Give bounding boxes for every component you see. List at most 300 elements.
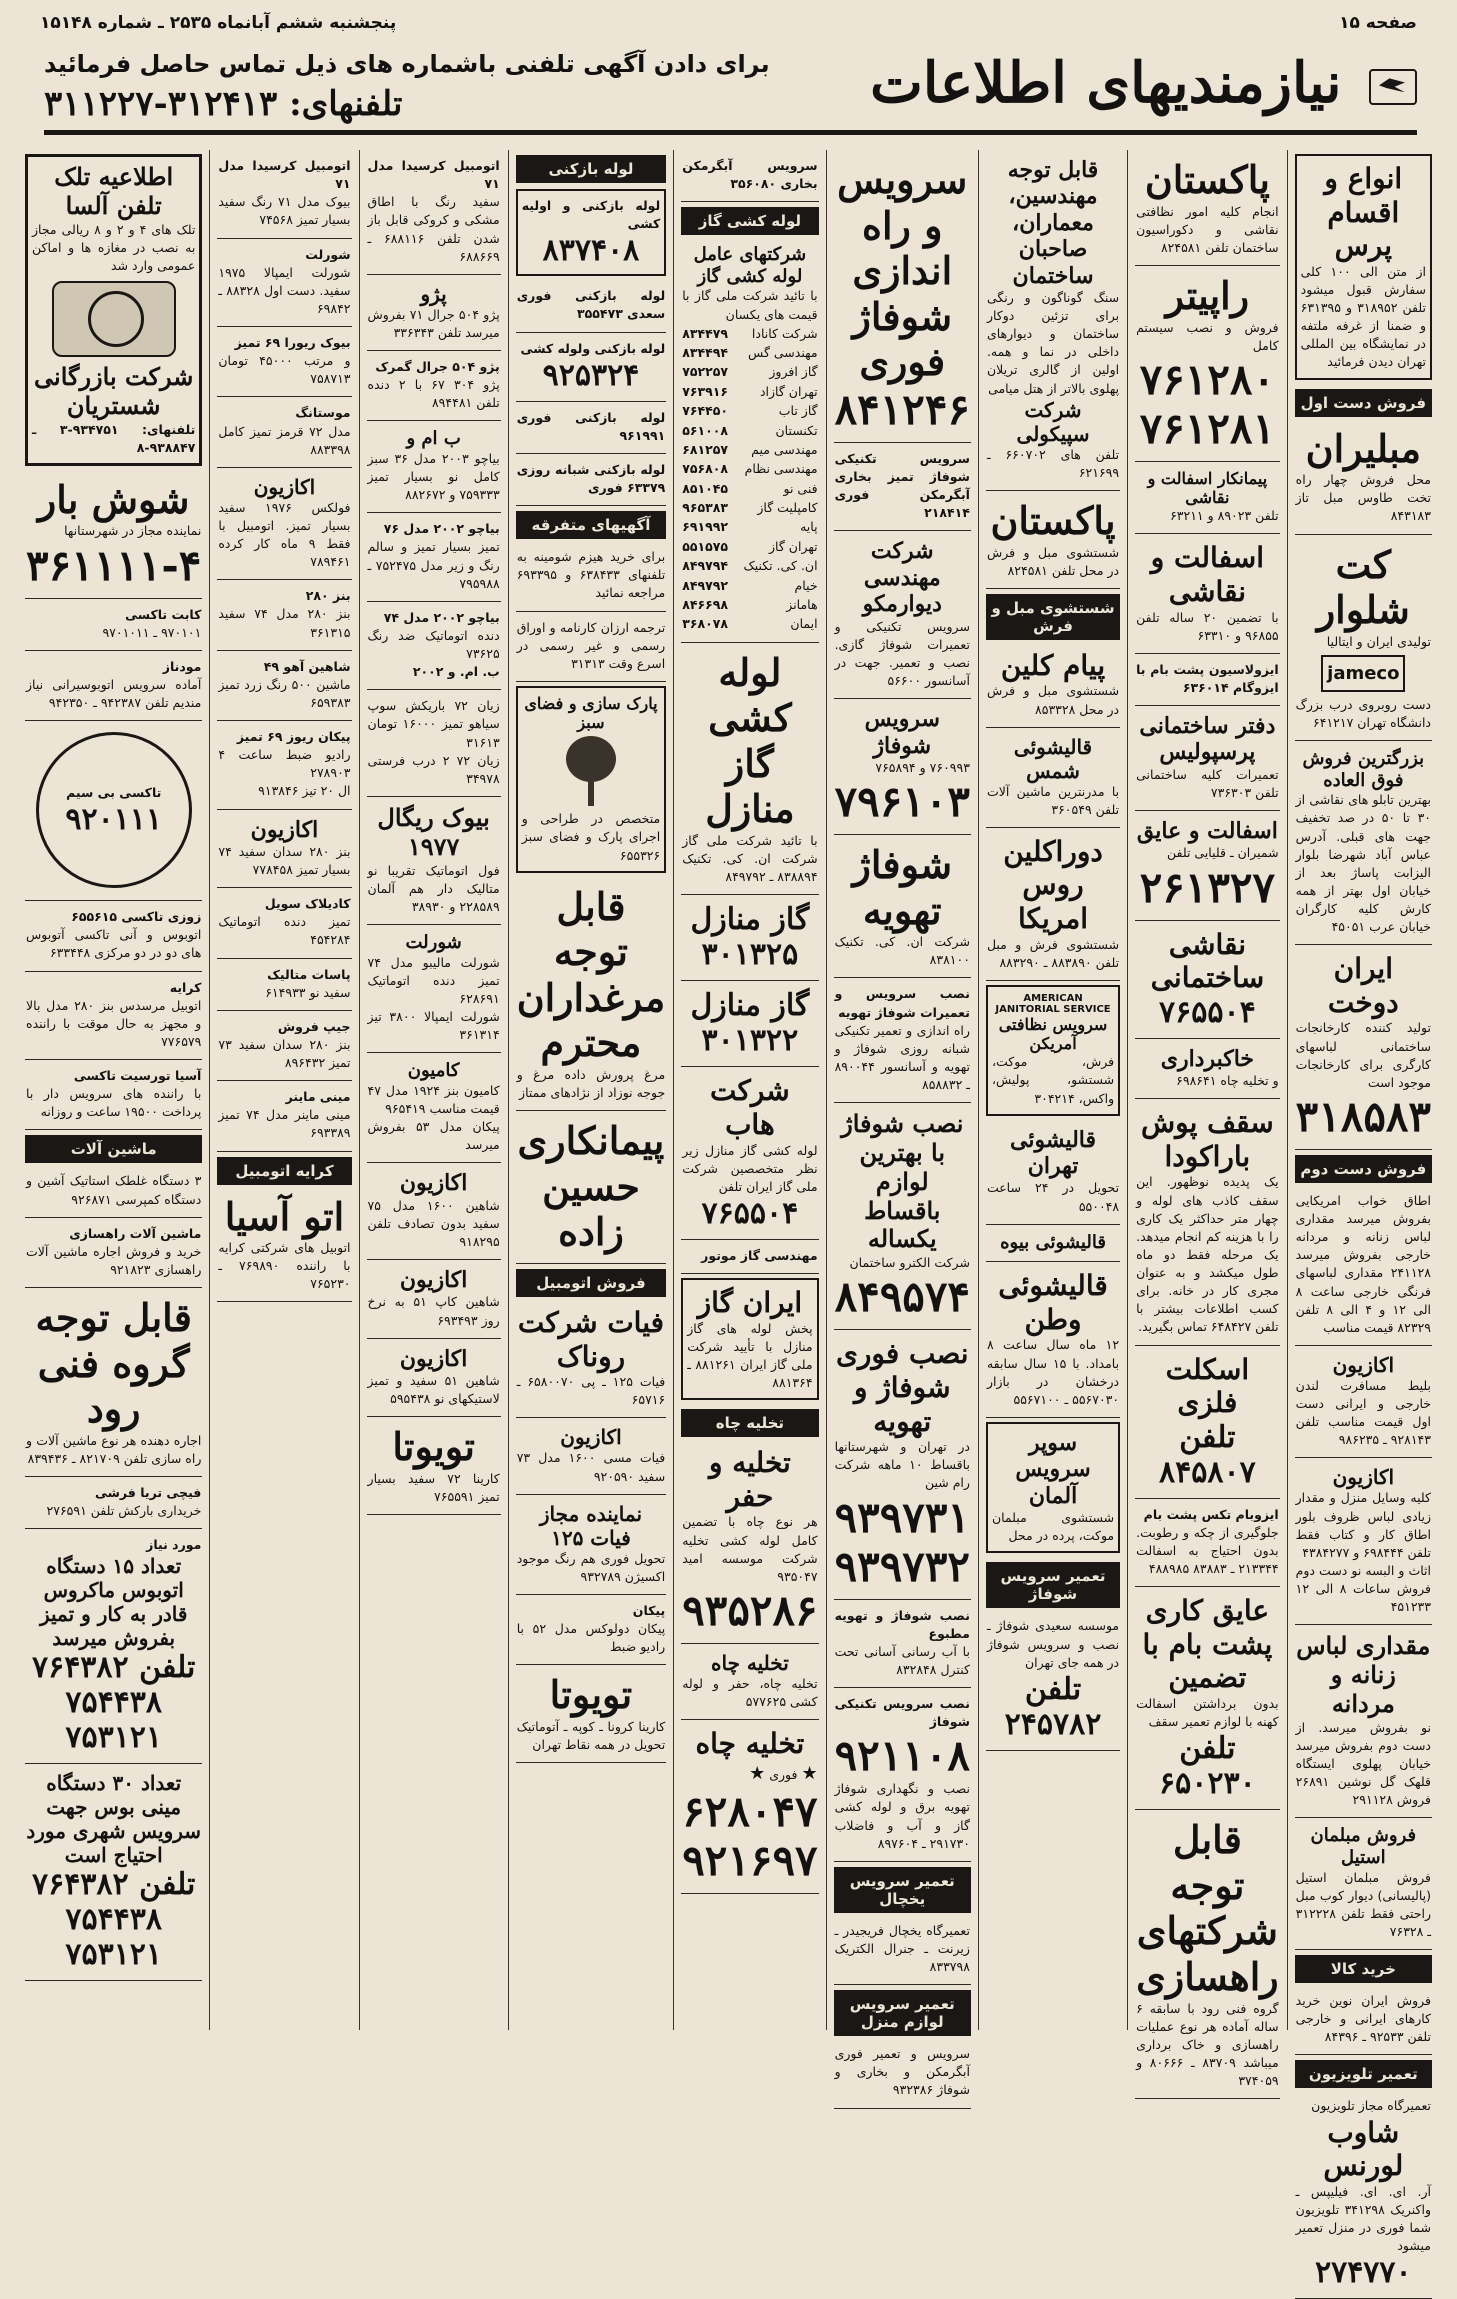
ad-body: از متن الی ۱۰۰ کلی سفارش قبول میشود تلفن ۳۱۸۹۵۲ و ۶۳۱۳۹۵ و ضمنا از غرفه ملتفه در نمایشگاه بین المللی تهران دیدن فرمائید — [1300, 263, 1426, 370]
ad-title: انواع و اقسام پرس — [1324, 162, 1403, 263]
ad-phone: ۹۲۵۳۲۴ — [542, 357, 640, 393]
ad-title: پیکان — [632, 1602, 666, 1618]
ad-phone: ۶۲۸۰۴۷ — [682, 1786, 818, 1836]
ad-title: مورد نیاز — [146, 1537, 202, 1553]
ad-body: سرویس و تعمیر فوری آبگرمکن و بخاری و شوفاژ ۹۳۲۳۸۶ — [834, 2046, 970, 2098]
gas-company-row — [682, 343, 817, 362]
ad-body: ترجمه ارزان کارنامه و اوراق رسمی و غیر رسمی در اسرع وقت ۳۱۳۱۳ — [516, 619, 666, 671]
ad-mobliran — [1295, 419, 1432, 535]
ad-body: شستشوی فرش و مبل تلفن ۸۸۳۸۹۰ ـ ۸۸۳۲۹۰ — [986, 936, 1120, 970]
ad-body: لوله بازکنی فوری سعدی ۳۵۵۴۷۳ — [516, 288, 666, 322]
ad-iran-gaz — [681, 1278, 818, 1400]
section-banner: لوله بازکنی — [516, 155, 667, 183]
ad-title: بیوک ریورا ۶۹ تمیز — [234, 335, 351, 350]
ad-body: آر. ای. ای. فیلیپس ـ واکنریک ۳۴۱۲۹۸ تلویزیون شما فوری در منزل تعمیر میشود — [1295, 2183, 1431, 2254]
ad-buy — [1295, 1985, 1432, 2055]
ad-title: اکازیون — [250, 816, 319, 843]
gas-company-phone: ۸۴۹۷۹۲ — [682, 577, 728, 593]
ad-body: با تضمین ۲۰ ساله تلفن ۹۶۸۵۵ و ۶۳۳۱۰ — [1136, 609, 1279, 643]
gas-company-phone: ۸۳۴۴۷۹ — [682, 325, 728, 341]
ad-title: تخلیه و حفر — [708, 1446, 791, 1513]
ad-alsa — [25, 154, 202, 466]
ad-shush-bar — [25, 470, 202, 599]
ad-title: تویوتا — [392, 1424, 475, 1470]
ad-title: اکازیون — [1332, 1465, 1395, 1490]
jameco-logo: jameco — [1321, 655, 1405, 692]
ad-title: شاوب لورنس — [1323, 2115, 1404, 2183]
ad-title: اتومبیل کرسیدا مدل ۷۱ — [367, 158, 500, 192]
ad-title: پژو — [420, 281, 447, 306]
ad-phone: تلفن ۷۶۴۳۸۲ — [31, 1650, 196, 1686]
ad-press — [1295, 154, 1432, 380]
gas-company-row — [682, 421, 817, 440]
issue-date: پنجشنبه ششم آبانماه ۲۵۳۵ ـ شماره ۱۵۱۴۸ — [40, 13, 397, 33]
ad-title: دوراکلین — [1003, 834, 1103, 868]
ad-chevrolet — [367, 925, 501, 1053]
ad-title: پاکستان — [1144, 157, 1270, 202]
ad-akazion-1 — [1295, 1346, 1432, 1459]
ad-body: گروه فنی رود با سابقه ۶ ساله آماده هر نوع عملیات راهسازی و خاک برداری میباشد ۸۳۷۰۹ ـ ۸۰۶۶۶ و ۳۷۴۰۵۹ — [1136, 2000, 1279, 2089]
gas-company-row — [682, 362, 817, 381]
ad-title: پیکان ریوز ۶۹ تمیز — [236, 729, 351, 744]
ad-body: برای خرید هیزم شومینه به تلفنهای ۶۳۸۴۳۳ و ۶۹۳۳۹۵ مراجعه نمائید — [516, 549, 666, 601]
ad-title: ایران گاز — [697, 1286, 803, 1320]
ad-park — [516, 686, 667, 873]
ad-tehran-carpet — [986, 1120, 1120, 1225]
ad-tv-repair — [1295, 2090, 1432, 2299]
masthead-rule — [44, 130, 1417, 135]
gas-company-row — [682, 382, 817, 401]
ad-body: فول اتوماتیک تقریبا نو متالیک دار هم آلمان ۲۲۸۵۸۹ و ۳۸۹۳۰ — [367, 862, 500, 914]
ad-second-hand — [1295, 1185, 1432, 1346]
ad-firewood — [516, 541, 667, 611]
ad-title: فیچی تریا فرشی — [94, 1485, 202, 1501]
ad-akazion-3 — [367, 1163, 501, 1260]
ad-akazion-5 — [367, 1339, 501, 1418]
column-8 — [209, 150, 358, 2030]
stamp-text: تاکسی بی سیم — [66, 784, 162, 800]
ad-gas-1 — [681, 895, 818, 981]
ad-title: تویوتا — [549, 1672, 633, 1718]
ad-bmw-2 — [367, 513, 501, 602]
ad-title: قالیشوئی شمس — [1013, 734, 1093, 783]
ad-title: موستانگ — [295, 405, 351, 421]
ad-akazion-fiat — [516, 1418, 667, 1494]
column-4 — [826, 150, 978, 2098]
ad-painting — [1135, 921, 1280, 1039]
gas-company-row — [682, 459, 817, 478]
ad-title: بیوک ریگال ۱۹۷۷ — [377, 802, 490, 861]
ad-body: لوله بازکنی فوری ۹۶۱۹۹۱ — [516, 409, 666, 443]
ad-title: لوله کشی گاز منازل — [705, 649, 795, 832]
ad-vatan — [986, 1262, 1120, 1418]
ad-title: نصب فوری شوفاژ و تهویه — [835, 1337, 969, 1438]
ad-sale — [1295, 741, 1432, 945]
ad-phone: تلفن ۷۶۴۳۸۲ — [31, 1867, 196, 1903]
ad-title: خاکبرداری — [1160, 1045, 1255, 1072]
ad-title: شرکت مهندسی دیوارمکو — [862, 538, 942, 618]
ad-body: خرید و فروش اجاره ماشین آلات راهسازی ۹۲۱۸۲۳ — [26, 1243, 202, 1277]
gas-company-phone: ۸۴۹۷۹۴ — [682, 558, 728, 574]
ad-fridge — [834, 1915, 971, 1985]
masthead — [44, 44, 1417, 138]
ad-body: تحویل در ۲۴ ساعت ۵۵۰۰۴۸ — [986, 1180, 1120, 1214]
gas-company-name: شرکت کانادا — [751, 325, 818, 341]
ad-asphalt-2 — [1135, 811, 1280, 921]
bird-logo-icon — [1369, 69, 1417, 105]
ad-body: با مدرنترین ماشین آلات تلفن ۳۶۰۵۴۹ — [986, 783, 1120, 817]
ad-body: شستشوی مبلمان موکت، پرده در محل — [991, 1510, 1115, 1544]
gas-company-phone: ۸۳۴۴۹۴ — [682, 345, 728, 361]
ad-taxi — [25, 599, 202, 651]
ad-title: کابت تاکسی — [125, 606, 202, 622]
ad-body: بنز ۲۸۰ سدان سفید ۷۳ تمیز ۸۹۶۴۳۲ — [218, 1036, 351, 1071]
ad-contractor — [1135, 462, 1280, 535]
ad-well-1 — [681, 1439, 818, 1644]
section-banner: فروش دست اول — [1295, 389, 1432, 417]
gas-company-row — [682, 479, 817, 498]
ad-body: پژو ۵۰۴ جرال ۷۱ بفروش میرسد تلفن ۳۳۶۳۴۳ — [367, 306, 500, 340]
folio-line — [40, 8, 1417, 38]
ad-title: شاهین آهو ۴۹ — [263, 658, 351, 674]
ad-title: روس امریکا — [1018, 868, 1089, 936]
ad-body: فرش، موکت، شستشو، پولیش، واکس، ۳۰۴۲۱۴ — [991, 1054, 1115, 1106]
ad-body: محل فروش چهار راه تخت طاوس مبل تاز ۸۴۳۱۸۳ — [1295, 472, 1431, 524]
ad-passat — [217, 959, 351, 1011]
ad-title: سرویس نظافتی آمریکن — [998, 1014, 1108, 1054]
ad-body: فروش مبلمان استیل (پالیسانی) دیوار کوب مبل راحتی فقط تلفن ۳۱۲۲۲۸ ـ ۷۶۳۲۸ — [1295, 1869, 1431, 1939]
ad-akazion-8 — [217, 468, 351, 581]
ad-gas-motor — [681, 1240, 818, 1274]
ad-title: شرکت هاب — [710, 1074, 790, 1142]
ad-home-appliance — [834, 2038, 971, 2108]
ad-body: نصب و نگهداری شوفاژ تهویه برق و لوله کشی گاز و آب و فاضلاب ۲۹۱۷۳۰ ـ ۸۹۷۶۰۴ — [834, 1781, 970, 1851]
ad-title: تخلیه چاه — [711, 1650, 789, 1675]
ad-title: پاسات متالیک — [267, 966, 351, 982]
section-banner: تعمیر سرویس یخچال — [834, 1867, 971, 1913]
ad-phone: ۷۶۵۵۰۴ — [1159, 994, 1256, 1030]
ad-mini — [217, 1081, 351, 1151]
ad-phone: ۷۵۴۴۳۸ — [65, 1685, 163, 1721]
ad-body: یک پدیده نوظهور. این سقف کاذب های لوله و چهار متر حداکثر یک کاری را با هزینه کم انجام میدهد. یک مرحله فقط دو ماه طول میکشد و به عنوان مجری کار در خانه. برای کسب اطلاعات بیشتر با تلفن ۶۴۸۴۲۷ تماس بگیرید. — [1136, 1174, 1279, 1335]
ad-title: پارک سازی و فضای سبز — [524, 693, 658, 733]
ad-title: سوپر سرویس آلمان — [1015, 1429, 1091, 1509]
ad-title: مینی ماینر — [285, 1089, 351, 1105]
section-banner: تعمیر سرویس شوفاژ — [986, 1562, 1120, 1608]
ad-best-equipment — [834, 1103, 971, 1330]
masthead-title — [870, 50, 1417, 116]
ad-body: بنز ۲۸۰ سدان سفید ۷۴ بسیار تمیز ۷۷۸۴۵۸ — [218, 843, 351, 878]
ad-title: نماینده مجاز فیات ۱۲۵ — [539, 1501, 643, 1550]
ad-body: بلیط مسافرت لندن خارجی و ایرانی دست اول قیمت مناسب تلفن ۹۲۸۱۴۳ ـ ۹۸۶۲۳۵ — [1295, 1377, 1431, 1448]
gas-company-name: هامانز — [786, 596, 818, 612]
gas-company-name: گاز افروز — [769, 364, 818, 380]
gas-company-phone: ۶۹۱۹۹۲ — [682, 519, 728, 535]
ad-gas-companies — [681, 237, 818, 642]
ad-body: تولید کننده کارخانجات ساختمانی لباسهای کارگری برای کارخانجات موجود است — [1295, 1020, 1431, 1090]
ad-body: راه اندازی و تعمیر تکنیکی شبانه روزی شوفاژ و تهویه و آسانسور ۸۹۰۰۴۴ ـ ۸۵۸۸۳۲ — [834, 1022, 970, 1093]
column-7 — [359, 150, 508, 2030]
ad-body: شاهین ۱۶۰۰ مدل ۷۵ سفید بدون تصادف تلفن ۹۱۸۲۹۵ — [367, 1197, 500, 1249]
ad-toyota-2 — [367, 1417, 501, 1515]
ad-body: تعمیرگاه مجاز تلویزیون — [1311, 2098, 1431, 2114]
ad-phone: گاز منازل ۳۰۱۳۲۲ — [690, 988, 810, 1059]
ad-phone: ۸۳۷۴۰۸ — [542, 233, 640, 269]
section-banner: لوله کشی گاز — [681, 207, 818, 235]
gas-company-phone: ۷۵۲۲۵۷ — [682, 364, 728, 380]
ad-title: آسیا تورسیت تاکسی — [73, 1068, 202, 1084]
ad-peykan — [516, 1595, 667, 1665]
gas-company-phone: ۷۶۳۹۱۶ — [682, 383, 728, 399]
columns — [18, 150, 1439, 2291]
ad-body: آماده سرویس اتوبوسیرانی نیاز مندیم تلفن ۹۴۲۳۸۷ ـ ۹۴۲۳۵۰ — [26, 676, 202, 711]
ad-super-service — [986, 1422, 1120, 1553]
ad-chev-8 — [217, 239, 351, 328]
ad-title: راپیتر — [1165, 272, 1250, 318]
ad-phone: ۷۶۵۵۰۴ — [701, 1196, 799, 1231]
ad-iran-dookht — [1295, 945, 1432, 1150]
ad-body: انجام کلیه امور نظافتی نقاشی و دکوراسیون ساختمان تلفن ۸۲۴۵۸۱ — [1136, 203, 1279, 255]
ad-akazion-2 — [1295, 1458, 1432, 1625]
telephone-icon — [52, 281, 176, 357]
gas-company-list — [682, 324, 817, 634]
ad-divarmeko — [834, 531, 971, 699]
ad-body: با راننده های سرویس دار با پرداخت ۱۹۵۰۰ ساعت و روزانه — [26, 1086, 202, 1120]
ad-steel-frame — [1135, 1346, 1280, 1499]
ad-saeedi — [986, 1610, 1120, 1750]
gas-company-row — [682, 401, 817, 420]
ad-body — [682, 1761, 817, 1787]
ad-title: شوش بار — [37, 476, 190, 522]
ad-title: نصب سرویس و تعمیرات شوفاژ تهویه — [834, 986, 970, 1020]
ad-body: تحویل فوری هم رنگ موجود اکسیژن ۹۳۲۷۸۹ — [516, 1550, 666, 1584]
ad-phone: ۳۱۸۵۸۳ — [1295, 1091, 1431, 1141]
ad-title: ب ام و — [406, 428, 461, 450]
ad-phone: ۷۵۳۱۲۱ — [65, 1720, 163, 1756]
gas-company-row — [682, 614, 817, 633]
ad-translation — [516, 612, 667, 682]
page-number: صفحه ۱۵ — [1339, 13, 1417, 33]
ad-body: بهترین تابلو های نقاشی از ۳۰ تا ۵۰ در صد تخفیف جهت های قبلی. آدرس عباس آباد شهرضا بلوار الیزابت پاساژ بعد از خیابان اول بهتر از همه کارش کلیه کارگران خیابان عرب ۴۵۰۵۱ — [1295, 792, 1431, 935]
ad-home-gas — [681, 643, 818, 896]
ad-phone: ۹۳۹۷۳۲ — [834, 1541, 970, 1591]
ad-furniture — [1295, 1818, 1432, 1950]
ad-rud — [25, 1288, 202, 1477]
ad-title: اکازیون — [1332, 1352, 1395, 1377]
section-banner: تعمیر سرویس لوازم منزل — [834, 1990, 971, 2036]
ad-phone: ۷۵۴۴۳۸ — [65, 1902, 163, 1938]
ad-body: سفید نو ۶۱۴۹۳۳ — [265, 984, 351, 1000]
column-5 — [673, 150, 825, 2030]
ad-title: اکازیون — [399, 1345, 468, 1372]
ad-body: مرغ پرورش داده مرغ و جوجه نوزاد از نژادهای ممتاز — [516, 1067, 666, 1101]
ad-bmw — [367, 421, 501, 513]
ad-poultry — [516, 877, 667, 1112]
ad-cafeteria — [25, 1477, 202, 1529]
ad-gas-2 — [681, 981, 818, 1067]
ad-body: متخصص در طراحی و اجرای پارک و فضای سبز ۶۵۵۳۲۶ — [521, 811, 661, 863]
section-banner: تعمیر تلویزیون — [1295, 2060, 1432, 2088]
ad-phone: گاز منازل ۳۰۱۳۲۵ — [690, 902, 810, 973]
ad-body: فروش ایران نوین خرید کارهای ایرانی و خارجی تلفن ۹۲۵۳۳ ـ ۸۴۳۹۶ — [1295, 1993, 1431, 2045]
ad-zouzi — [25, 901, 202, 971]
ad-roof — [1135, 1587, 1280, 1810]
ad-title: ایران دوخت — [1327, 952, 1399, 1019]
ad-toyota — [516, 1665, 667, 1763]
section-banner: شستشوی مبل و فرش — [986, 594, 1120, 640]
ad-minibus-30 — [25, 1764, 202, 1981]
ad-title: کت شلوار — [1316, 541, 1410, 633]
ad-title: اکازیون — [560, 1425, 622, 1450]
ad-isobam — [1135, 1499, 1280, 1588]
star-icon: ★ — [801, 1762, 818, 1784]
star-icon: ★ — [749, 1762, 766, 1784]
gas-company-name: تکنستان — [775, 422, 818, 438]
ad-body: دست روبروی درب بزرگ دانشگاه تهران ۶۴۱۲۱۷ — [1295, 696, 1431, 730]
ad-phone: ۹۳۵۲۸۶ — [682, 1585, 818, 1635]
ad-title: پیمانکاری حسین زاده — [517, 1118, 665, 1255]
ad-ramshin — [834, 1330, 971, 1599]
gas-company-phone: ۵۶۱۰۰۸ — [682, 422, 728, 438]
ad-body: مدل ۷۲ قرمز تمیز کامل ۸۸۳۳۹۸ — [218, 423, 351, 457]
ad-body: شورلت ایمپالا ۳۸۰۰ تیز ۳۶۱۳۱۴ — [367, 1008, 500, 1043]
column-2 — [1127, 150, 1287, 2089]
ad-body: تعداد ۱۵ دستگاه اتوبوس ماکروس قادر به کار و تمیز بفروش میرسد — [39, 1554, 188, 1651]
section-banner: تخلیه چاه — [681, 1409, 818, 1437]
ad-title: پیام کلین — [1000, 648, 1106, 682]
gas-company-name: مهندسی نظام — [744, 461, 818, 477]
gas-company-name: مهندسی میم — [751, 441, 818, 457]
ad-body: شاهین کاپ ۵۱ به نرخ روز ۶۹۳۴۹۳ — [367, 1294, 500, 1328]
ad-body: فولکس ۱۹۷۶ سفید بسیار تمیز. اتومبیل با فقط ۹ ماه کار کرده ۷۸۹۴۶۱ — [218, 499, 351, 570]
ad-zyan — [367, 690, 501, 797]
ad-body: رادیو ضبط ساعت ۴ ۲۷۸۹۰۳ — [218, 747, 351, 781]
ad-title: قالیشوئی وطن — [998, 1269, 1108, 1336]
ad-title: شورلت — [405, 931, 462, 953]
ad-body: شرکت الکترو ساختمان — [849, 1255, 970, 1271]
ad-phone: ۷۶۱۲۸۱ — [1139, 403, 1276, 453]
ad-title: اسفالت و عایق — [1136, 818, 1278, 845]
ad-body: فروش و نصب سیستم کامل — [1136, 319, 1279, 353]
ad-body: دنده اتوماتیک ضد رنگ ۷۳۶۲۵ — [367, 627, 500, 662]
ad-suits — [1295, 535, 1432, 742]
ad-phone: ۳۶۱۱۱۱-۴ — [26, 540, 202, 590]
ad-body: تلفن های ۶۶۰۷۰۲ ـ ۶۲۱۶۹۹ — [986, 446, 1120, 480]
ad-body: خریداری بارکش تلفن ۲۷۶۵۹۱ — [46, 1503, 202, 1519]
ad-title: شرکت سپیکولی — [1016, 397, 1090, 446]
ad-rental — [25, 972, 202, 1061]
ad-title: کرایه — [169, 979, 202, 995]
ad-asphalt — [1135, 534, 1280, 653]
ad-phone: ۲۶۱۳۲۷ — [1139, 862, 1276, 912]
ad-fiat — [516, 1299, 667, 1418]
ad-body: زیان ۷۲ ۲ درب فرستی ۳۴۹۷۸ — [367, 752, 500, 786]
ad-mustang — [217, 397, 351, 467]
ad-title: سرویس و راه اندازی شوفاژ فوری — [837, 157, 968, 385]
ad-title: اکازیون — [253, 474, 316, 499]
stamp-number: ۹۲۰۱۱۱ — [65, 801, 163, 837]
ad-title: تعداد ۳۰ دستگاه مینی بوس جهت سرویس شهری مورد احتیاج است — [26, 1771, 202, 1868]
ad-title: لوله بازکنی ولوله کشی — [520, 340, 666, 356]
ad-title: فروش مبلمان استیل — [1310, 1825, 1417, 1868]
ad-car-8-1 — [217, 150, 351, 239]
ad-body: کارینا ۷۲ سفید بسیار تمیز ۷۶۵۵۹۱ — [367, 1470, 500, 1505]
gas-company-name: ان. کی. تکنیک — [743, 558, 818, 574]
ad-title: قابل توجه شرکتهای راهسازی — [1136, 1817, 1279, 2000]
gas-company-name: کامپلیت گاز — [757, 500, 818, 516]
gas-company-row — [682, 517, 817, 536]
gas-company-name: تهران گاز — [769, 538, 818, 554]
ad-title: پژو ۵۰۴ جرال گمرک — [375, 359, 500, 374]
ad-body: جلوگیری از چکه و رطوبت. بدون احتیاج به اسفالت ۲۱۳۳۴۴ ـ ۸۳۸۸۳ ۴۸۸۹۸۵ — [1136, 1524, 1279, 1577]
ad-hab — [681, 1067, 818, 1240]
ad-install-2 — [834, 1600, 971, 1689]
ad-title: اتومبیل کرسیدا مدل ۷۱ — [218, 158, 351, 192]
ad-hosseinzadeh — [516, 1111, 667, 1264]
ad-body: کارینا کرونا ـ کوپه ـ آتوماتیک تحویل در همه نقاط تهران — [516, 1718, 666, 1753]
ad-asia-tourist — [25, 1060, 202, 1130]
gas-company-name: فنی نو — [783, 480, 818, 496]
ad-body: تلفن ۸۹۰۲۳ و ۶۳۲۱۱ — [1170, 508, 1279, 524]
ad-title: لوله بازکنی و اولیه کشی — [521, 198, 661, 232]
ad-office — [1135, 706, 1280, 811]
ad-body: ۳ دستگاه غلطک استاتیک آشین و دستگاه کمپرسی ۹۲۶۸۷۱ — [26, 1173, 202, 1207]
ad-body: پیکان دولوکس مدل ۵۲ با رادیو ضبط — [516, 1621, 666, 1655]
ad-drain-1 — [516, 189, 667, 276]
section-banner: آگهیهای متفرقه — [516, 511, 667, 539]
ad-body: ال ۲۰ تیز ۹۱۳۸۴۶ — [258, 783, 351, 799]
ad-title: اسکلت فلزی — [1165, 1352, 1250, 1420]
ad-body: زیان ۷۲ باریکش سوپ سیاهو تمیز ۱۶۰۰۰ تومان ۳۱۶۱۳ — [367, 698, 500, 750]
ad-body: نماینده مجاز در شهرستانها — [64, 523, 202, 539]
ad-body: سرویس تکنیکی شوفاژ تمیز بخاری آبگرمکن فوری ۲۱۸۴۱۴ — [834, 450, 970, 521]
ad-drain-4 — [516, 402, 667, 454]
gas-company-phone: ۸۵۱۰۴۵ — [682, 480, 728, 496]
gas-company-name: خیام — [794, 577, 818, 593]
gas-company-row — [682, 576, 817, 595]
ad-bmw-3 — [367, 602, 501, 691]
ad-title: نصب شوفاژ و تهویه مطبوع — [834, 1607, 970, 1641]
ad-akazion-4 — [367, 1260, 501, 1339]
ad-body: و مرتب ۴۵۰۰۰ تومان ۷۵۸۷۱۳ — [218, 353, 351, 387]
ad-body: ۱۲ ماه سال ساعت ۸ بامداد. با ۱۵ سال سابقه درخشان در بازار ۵۵۶۷۰۳۰ ـ ۵۵۶۷۱۰۰ — [986, 1337, 1120, 1407]
ad-peykan-8 — [217, 721, 351, 810]
gas-company-row — [682, 556, 817, 575]
ad-title: نصب شوفاژ با بهترین لوازم باقساط یکساله — [841, 1109, 964, 1254]
ad-title: بزرگترین فروش فوق العاده — [1302, 748, 1425, 791]
ad-body: بیاچو ۲۰۰۳ مدل ۳۶ سبز کامل نو بسیار تمیز ۷۵۹۳۳۳ و ۸۸۲۶۷۲ — [367, 450, 500, 503]
ad-title: قابل توجه مهندسین، معماران، صاحبان ساختمان — [1007, 157, 1099, 289]
ad-body: کامیون بنز ۱۹۲۴ مدل ۴۷ قیمت مناسب ۹۶۵۴۱۹ — [367, 1082, 500, 1116]
ad-body: اتوبوس و آنی تاکسی آتوبوس های دو در دو مرکزی ۶۳۳۴۴۸ — [26, 927, 202, 961]
gas-company-phone: ۶۸۱۲۵۷ — [682, 441, 728, 457]
ad-technical-service — [834, 443, 971, 532]
ad-body: مهندسی گاز موتور — [701, 1248, 818, 1263]
masthead-note: برای دادن آگهی تلفنی باشماره های ذیل تماس حاصل فرمائید — [44, 50, 770, 78]
ad-title: اتو آسیا — [224, 1193, 345, 1239]
gas-company-name: پایه — [800, 519, 818, 535]
ad-title: AMERICAN JANITORIAL SERVICE — [995, 992, 1111, 1015]
section-banner: فروش دست دوم — [1295, 1155, 1432, 1183]
gas-company-row — [682, 537, 817, 556]
ad-title: بیاچو ۲۰۰۲ مدل ۷۴ — [383, 609, 500, 625]
ad-title: بیاچو ۲۰۰۲ مدل ۷۶ — [383, 521, 500, 537]
ad-shofaj-service — [834, 699, 971, 835]
ad-well-2 — [681, 1644, 818, 1720]
gas-company-name: ایمان — [790, 616, 818, 632]
ad-title: نقاشی ساختمانی — [1150, 927, 1265, 995]
column-6 — [508, 150, 674, 2030]
